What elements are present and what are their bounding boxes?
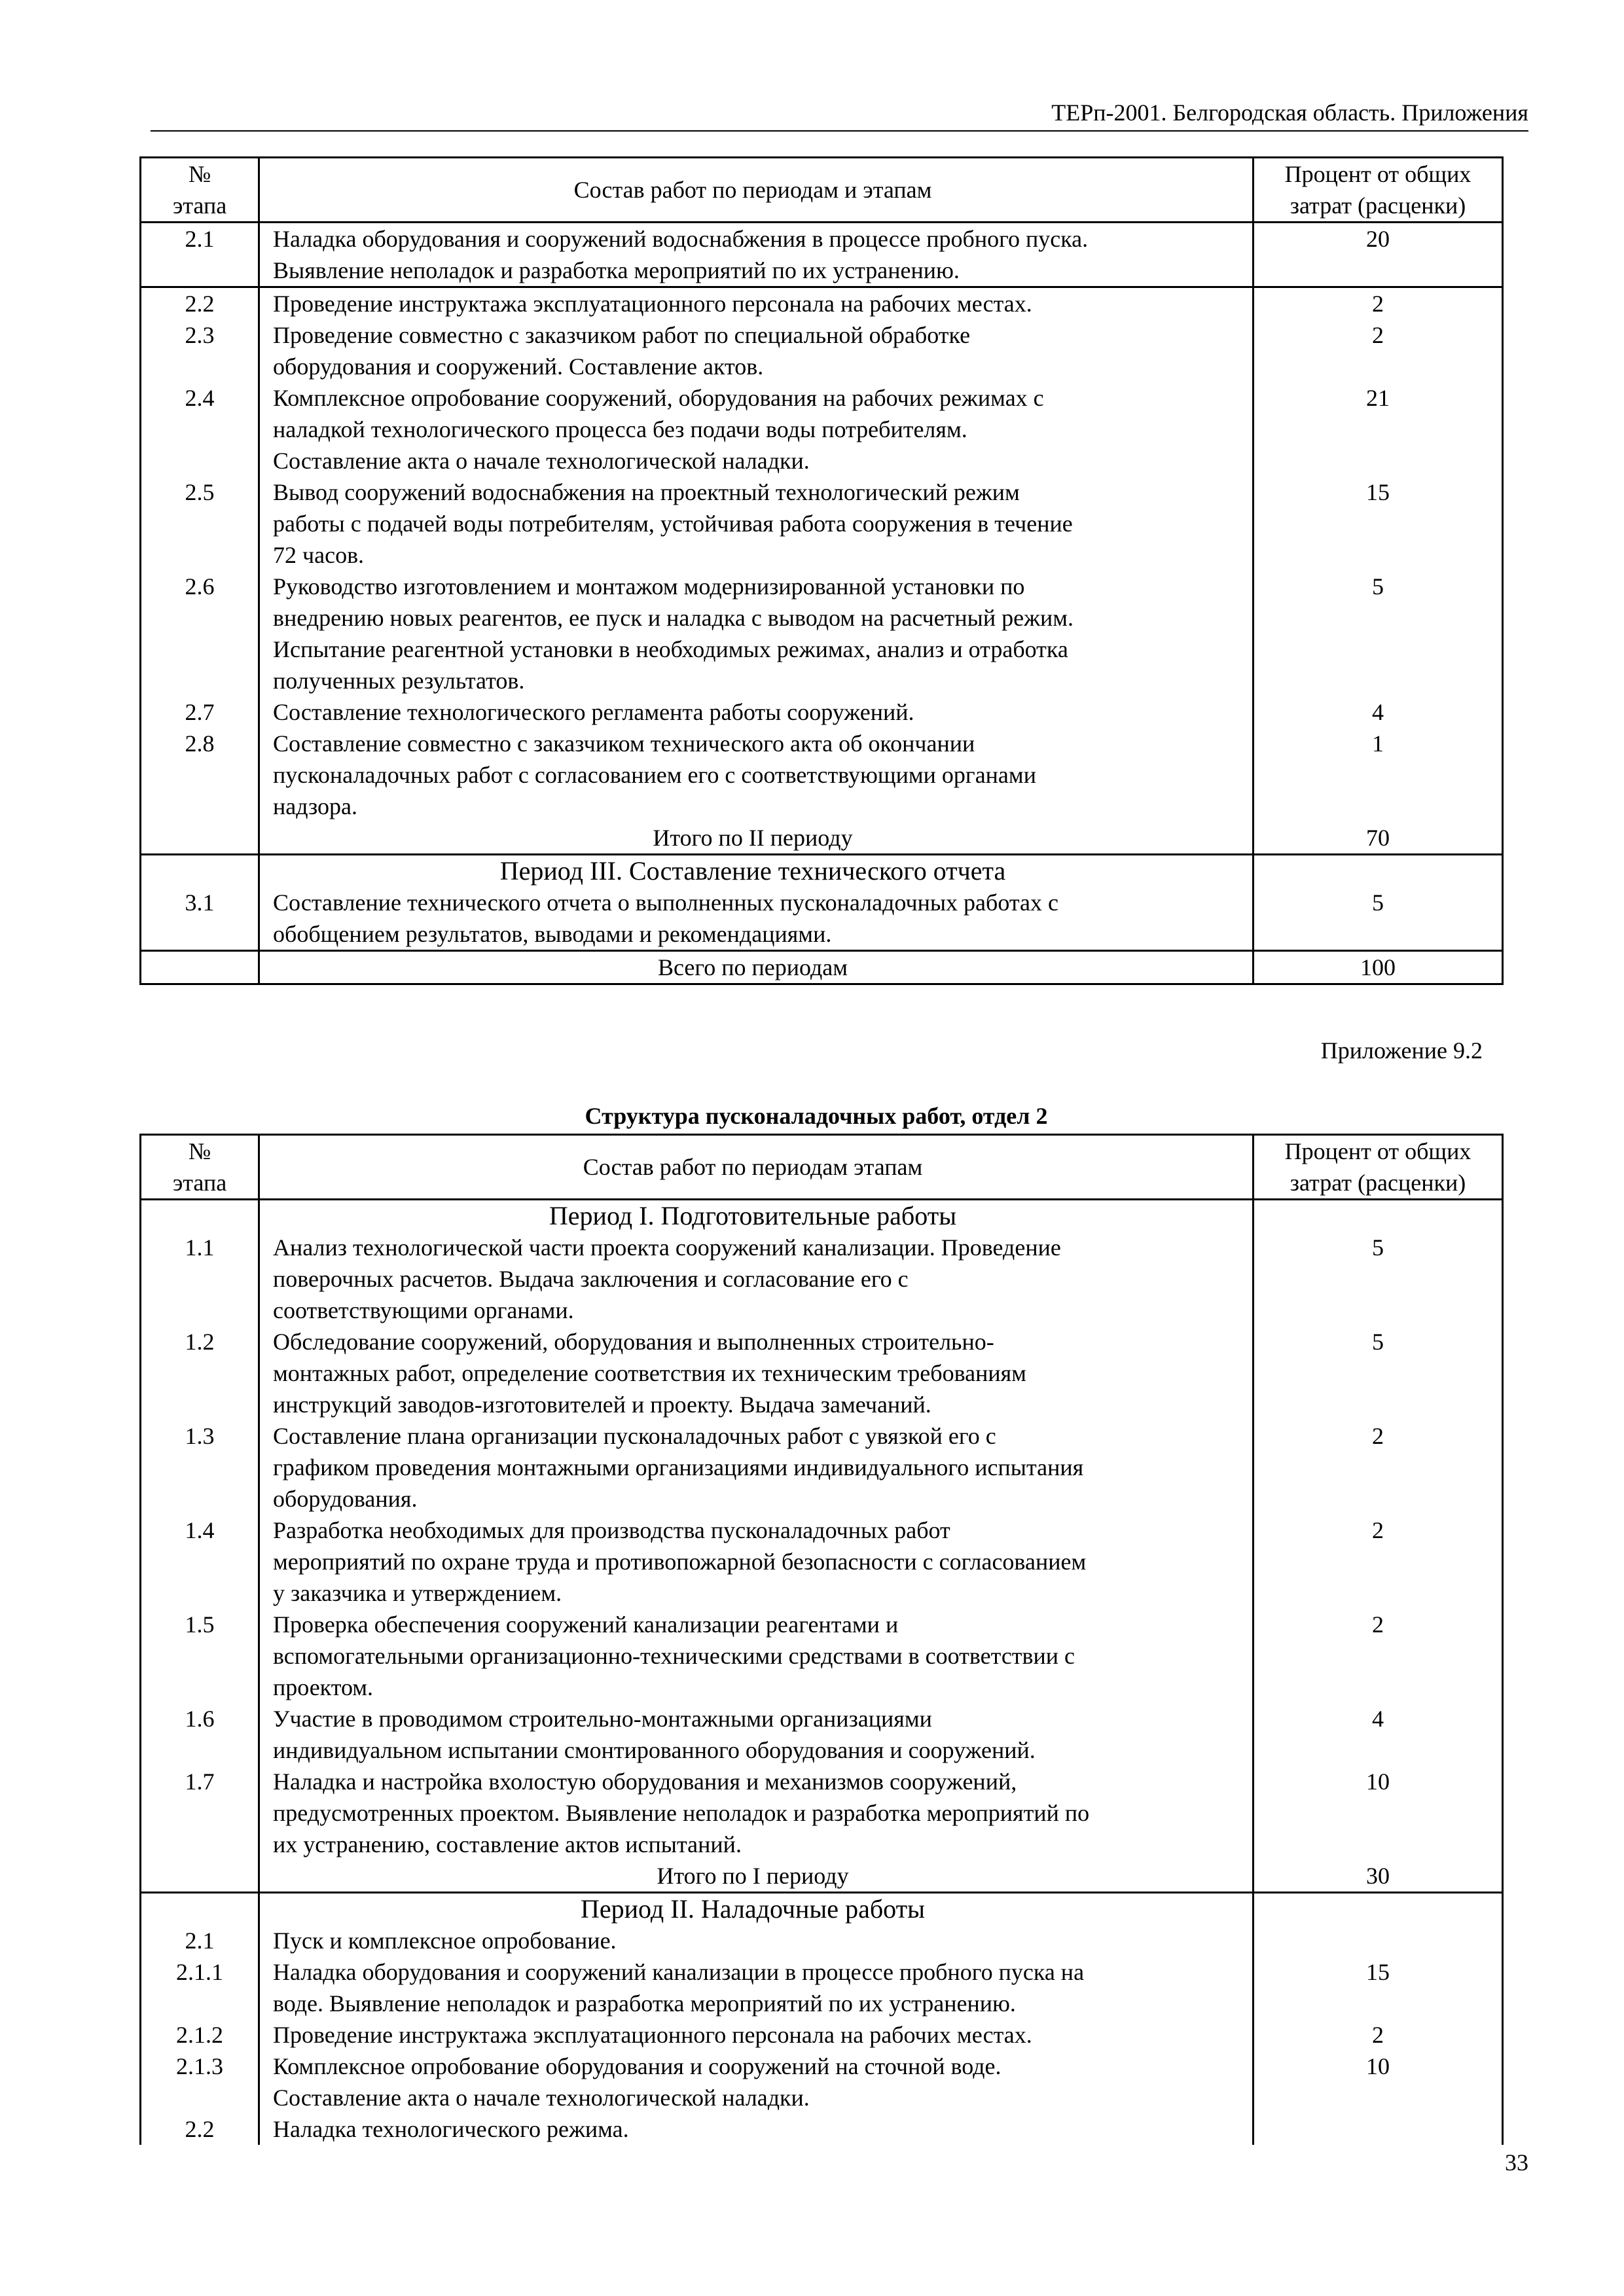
subtotal-value: 30 <box>1254 1860 1503 1893</box>
percent-value: 2 <box>1254 319 1503 382</box>
stage-no: 2.2 <box>141 2113 259 2145</box>
percent-value: 2 <box>1254 1609 1503 1703</box>
percent-value: 5 <box>1254 887 1503 951</box>
works-table-1 <box>139 156 1504 985</box>
work-description: Участие в проводимом строительно-монтажными организациями индивидуальном испытании смонтированного оборудования и сооружений. <box>259 1703 1254 1766</box>
stage-no: 2.4 <box>141 382 259 476</box>
subtotal-row <box>141 1860 1503 1893</box>
stage-no: 2.6 <box>141 571 259 696</box>
work-description: Наладка оборудования и сооружений канализации в процессе пробного пуска на воде. Выявление неполадок и разработка мероприятий по их устранению. <box>259 1956 1254 2019</box>
table-row <box>141 1956 1503 2019</box>
work-description: Проведение совместно с заказчиком работ по специальной обработке оборудования и сооружений. Составление актов. <box>259 319 1254 382</box>
work-description: Наладка технологического режима. <box>259 2113 1254 2145</box>
work-description: Проверка обеспечения сооружений канализации реагентами и вспомогательными организационно-техническими средствами в соответствии с проектом. <box>259 1609 1254 1703</box>
subtotal-value: 70 <box>1254 822 1503 855</box>
percent-value: 21 <box>1254 382 1503 476</box>
column-header-work: Состав работ по периодам этапам <box>259 1135 1254 1200</box>
percent-value: 2 <box>1254 2019 1503 2051</box>
percent-value: 4 <box>1254 1703 1503 1766</box>
column-header-percent: Процент от общих затрат (расценки) <box>1254 1135 1503 1200</box>
period-title-row <box>141 1893 1503 1926</box>
column-header-stage-no: № этапа <box>141 158 259 223</box>
work-description: Составление технологического регламента работы сооружений. <box>259 696 1254 728</box>
stage-no: 1.4 <box>141 1515 259 1609</box>
table1-rows <box>141 223 1503 855</box>
percent-value: 2 <box>1254 1420 1503 1515</box>
stage-no: 2.2 <box>141 287 259 320</box>
work-description: Руководство изготовлением и монтажом модернизированной установки по внедрению новых реагентов, ее пуск и наладка с выводом на расчетный режим. Испытание реагентной установки в необходимых режимах, анализ и отработка полученных результатов. <box>259 571 1254 696</box>
table-row <box>141 1232 1503 1326</box>
table-row <box>141 1420 1503 1515</box>
table-row <box>141 287 1503 320</box>
stage-no: 2.1.2 <box>141 2019 259 2051</box>
table-row <box>141 1326 1503 1420</box>
column-header-percent: Процент от общих затрат (расценки) <box>1254 158 1503 223</box>
table-row <box>141 1925 1503 1956</box>
percent-value: 20 <box>1254 223 1503 287</box>
percent-value: 15 <box>1254 476 1503 571</box>
percent-value: 2 <box>1254 1515 1503 1609</box>
table-row <box>141 319 1503 382</box>
stage-no: 2.1 <box>141 223 259 287</box>
running-header: ТЕРп-2001. Белгородская область. Приложения <box>1051 99 1528 126</box>
stage-no: 1.3 <box>141 1420 259 1515</box>
appendix-label: Приложение 9.2 <box>1320 1037 1483 1064</box>
stage-no: 2.5 <box>141 476 259 571</box>
work-description: Вывод сооружений водоснабжения на проектный технологический режим работы с подачей воды потребителям, устойчивая работа сооружения в течение 72 часов. <box>259 476 1254 571</box>
percent-value: 10 <box>1254 1766 1503 1860</box>
work-description: Проведение инструктажа эксплуатационного персонала на рабочих местах. <box>259 2019 1254 2051</box>
percent-value: 15 <box>1254 1956 1503 2019</box>
period-2-title: Период II. Наладочные работы <box>259 1893 1254 1926</box>
header-rule <box>151 130 1528 132</box>
percent-value: 2 <box>1254 287 1503 320</box>
table-row <box>141 382 1503 476</box>
stage-no: 2.1.3 <box>141 2051 259 2113</box>
stage-no: 2.3 <box>141 319 259 382</box>
work-description: Пуск и комплексное опробование. <box>259 1925 1254 1956</box>
table-header-row <box>141 158 1503 223</box>
work-description: Разработка необходимых для производства пусконаладочных работ мероприятий по охране труда и противопожарной безопасности с согласованием у заказчика и утверждением. <box>259 1515 1254 1609</box>
work-description: Проведение инструктажа эксплуатационного персонала на рабочих местах. <box>259 287 1254 320</box>
work-description: Анализ технологической части проекта сооружений канализации. Проведение поверочных расчетов. Выдача заключения и согласование его с соответствующими органами. <box>259 1232 1254 1326</box>
stage-no: 2.1.1 <box>141 1956 259 2019</box>
subtotal-row <box>141 822 1503 855</box>
grand-total-label: Всего по периодам <box>259 951 1254 984</box>
table-row <box>141 2019 1503 2051</box>
table-header-row <box>141 1135 1503 1200</box>
grand-total-value: 100 <box>1254 951 1503 984</box>
percent-value: 5 <box>1254 1326 1503 1420</box>
stage-no: 2.8 <box>141 728 259 822</box>
period-1-title: Период I. Подготовительные работы <box>259 1200 1254 1232</box>
stage-no: 1.6 <box>141 1703 259 1766</box>
period-1-rows <box>141 1232 1503 1860</box>
stage-no: 1.7 <box>141 1766 259 1860</box>
stage-no: 2.1 <box>141 1925 259 1956</box>
table-row <box>141 887 1503 951</box>
percent-value <box>1254 2113 1503 2145</box>
period-title-row <box>141 855 1503 888</box>
period-3-title: Период III. Составление технического отчета <box>259 855 1254 888</box>
period-2-rows <box>141 1925 1503 2145</box>
percent-value: 5 <box>1254 1232 1503 1326</box>
stage-no: 3.1 <box>141 887 259 951</box>
table-row <box>141 1515 1503 1609</box>
table-row <box>141 223 1503 287</box>
table-row <box>141 2113 1503 2145</box>
percent-value: 1 <box>1254 728 1503 822</box>
work-description: Наладка и настройка вхолостую оборудования и механизмов сооружений, предусмотренных проектом. Выявление неполадок и разработка мероприятий по их устранению, составление актов испытаний. <box>259 1766 1254 1860</box>
table-row <box>141 696 1503 728</box>
column-header-work: Состав работ по периодам и этапам <box>259 158 1254 223</box>
work-description: Составление технического отчета о выполненных пусконаладочных работах с обобщением результатов, выводами и рекомендациями. <box>259 887 1254 951</box>
percent-value: 10 <box>1254 2051 1503 2113</box>
work-description: Составление совместно с заказчиком технического акта об окончании пусконаладочных работ с согласованием его с соответствующими органами надзора. <box>259 728 1254 822</box>
subtotal-label: Итого по II периоду <box>259 822 1254 855</box>
work-description: Обследование сооружений, оборудования и выполненных строительно- монтажных работ, определение соответствия их техническим требованиям инструкций заводов-изготовителей и проекту. Выдача замечаний. <box>259 1326 1254 1420</box>
table-row <box>141 571 1503 696</box>
percent-value: 4 <box>1254 696 1503 728</box>
stage-no: 1.1 <box>141 1232 259 1326</box>
work-description: Наладка оборудования и сооружений водоснабжения в процессе пробного пуска. Выявление неполадок и разработка мероприятий по их устранению. <box>259 223 1254 287</box>
percent-value: 5 <box>1254 571 1503 696</box>
grand-total-row <box>141 951 1503 984</box>
table-row <box>141 728 1503 822</box>
percent-value <box>1254 1925 1503 1956</box>
subtotal-label: Итого по I периоду <box>259 1860 1254 1893</box>
work-description: Комплексное опробование сооружений, оборудования на рабочих режимах с наладкой технологического процесса без подачи воды потребителям. Составление акта о начале технологической наладки. <box>259 382 1254 476</box>
work-description: Составление плана организации пусконаладочных работ с увязкой его с графиком проведения монтажными организациями индивидуального испытания оборудования. <box>259 1420 1254 1515</box>
table-row <box>141 476 1503 571</box>
table-title: Структура пусконаладочных работ, отдел 2 <box>585 1103 1048 1129</box>
table-row <box>141 1609 1503 1703</box>
table-row <box>141 1766 1503 1860</box>
stage-no: 2.7 <box>141 696 259 728</box>
table-row <box>141 2051 1503 2113</box>
table-row <box>141 1703 1503 1766</box>
stage-no: 1.5 <box>141 1609 259 1703</box>
stage-no: 1.2 <box>141 1326 259 1420</box>
page-number: 33 <box>1505 2149 1528 2176</box>
column-header-stage-no: № этапа <box>141 1135 259 1200</box>
period-title-row <box>141 1200 1503 1232</box>
works-table-2 <box>139 1134 1504 2145</box>
work-description: Комплексное опробование оборудования и сооружений на сточной воде. Составление акта о начале технологической наладки. <box>259 2051 1254 2113</box>
